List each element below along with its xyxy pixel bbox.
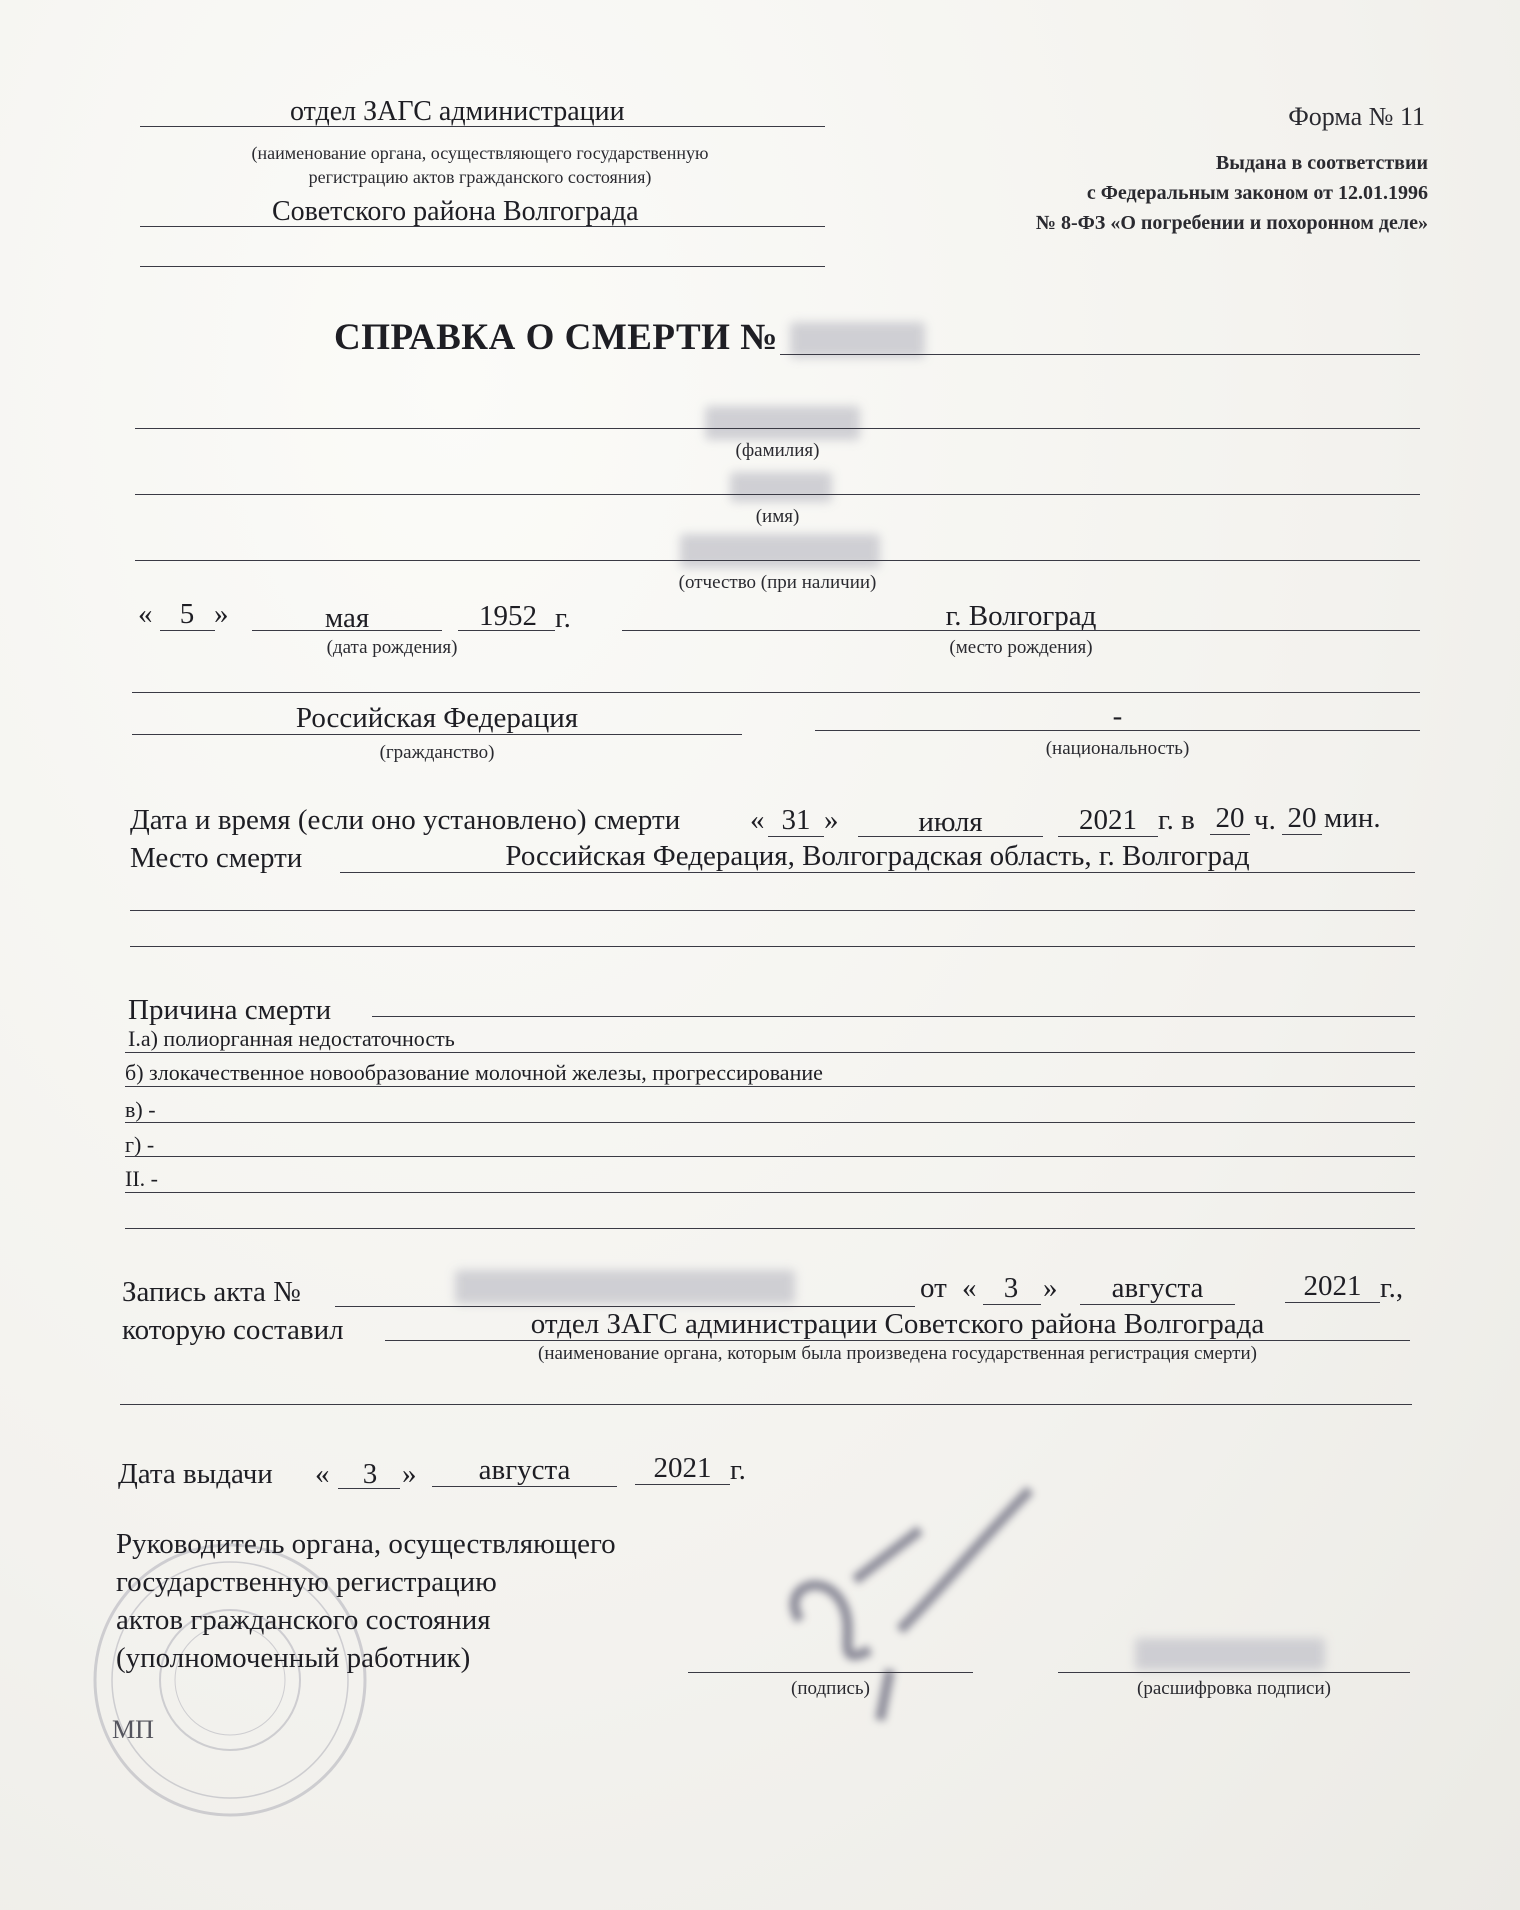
birth-open-quote: « bbox=[138, 598, 153, 630]
birth-place: г. Волгоград bbox=[945, 600, 1097, 632]
death-day: 31 bbox=[781, 804, 811, 836]
signature-caption: (подпись) bbox=[791, 1678, 870, 1699]
rule bbox=[130, 946, 1415, 947]
stamp-place-mp: МП bbox=[112, 1715, 154, 1744]
rule bbox=[1058, 836, 1158, 837]
issue-year: 2021 bbox=[653, 1452, 712, 1484]
birth-day: 5 bbox=[179, 598, 195, 630]
nationality-caption: (национальность) bbox=[1045, 738, 1190, 759]
rule bbox=[125, 1192, 1415, 1193]
rule bbox=[635, 1484, 730, 1485]
patronymic-caption: (отчество (при наличии) bbox=[678, 572, 877, 593]
rule bbox=[135, 494, 1420, 495]
redacted-certificate-number bbox=[790, 322, 925, 358]
rule bbox=[858, 836, 1043, 837]
issued-line3: № 8-ФЗ «О погребении и похоронном деле» bbox=[1035, 212, 1428, 234]
rule bbox=[385, 1340, 1410, 1341]
death-place-label: Место смерти bbox=[130, 842, 303, 874]
rule bbox=[768, 836, 824, 837]
citizenship-caption: (гражданство) bbox=[379, 742, 495, 763]
compiled-by-caption: (наименование органа, которым была произведена государственная регистрация смерти) bbox=[538, 1343, 1257, 1364]
birth-year: 1952 bbox=[479, 600, 537, 632]
cause-label: Причина смерти bbox=[128, 994, 332, 1026]
birth-date-caption: (дата рождения) bbox=[326, 637, 458, 658]
rule bbox=[125, 1156, 1415, 1157]
rule bbox=[130, 910, 1415, 911]
death-month: июля bbox=[918, 806, 983, 838]
death-minute: 20 bbox=[1287, 802, 1317, 834]
document-title: СПРАВКА О СМЕРТИ № bbox=[334, 317, 778, 358]
record-close-quote: » bbox=[1043, 1272, 1058, 1304]
compiled-by-value: отдел ЗАГС администрации Советского района Волгограда bbox=[530, 1308, 1265, 1340]
rule bbox=[125, 1228, 1415, 1229]
rule bbox=[1210, 834, 1250, 835]
rule bbox=[160, 630, 215, 631]
head-line4: (уполномоченный работник) bbox=[116, 1642, 471, 1674]
issue-open-quote: « bbox=[315, 1458, 330, 1490]
organ-name-line1: отдел ЗАГС администрации bbox=[290, 96, 625, 127]
rule bbox=[1285, 1302, 1380, 1303]
rule bbox=[252, 630, 442, 631]
rule bbox=[688, 1672, 973, 1673]
record-day: 3 bbox=[1003, 1272, 1019, 1304]
birth-month: мая bbox=[324, 602, 370, 634]
death-hour-suffix: ч. bbox=[1254, 804, 1276, 836]
rule bbox=[983, 1304, 1041, 1305]
rule bbox=[140, 266, 825, 267]
rule bbox=[120, 1404, 1412, 1405]
rule bbox=[140, 126, 825, 127]
rule bbox=[622, 630, 1420, 631]
rule bbox=[125, 1086, 1415, 1087]
birth-place-caption: (место рождения) bbox=[949, 637, 1093, 658]
rule bbox=[132, 692, 1420, 693]
head-line1: Руководитель органа, осуществляющего bbox=[116, 1528, 616, 1560]
name-caption: (имя) bbox=[755, 506, 800, 527]
head-line3: актов гражданского состояния bbox=[116, 1604, 491, 1636]
cause-ii: II. - bbox=[125, 1166, 158, 1191]
issue-day: 3 bbox=[362, 1458, 378, 1490]
record-open-quote: « bbox=[962, 1272, 977, 1304]
rule bbox=[335, 1306, 915, 1307]
issue-month: августа bbox=[478, 1454, 571, 1486]
death-year: 2021 bbox=[1079, 804, 1137, 836]
birth-close-quote: » bbox=[214, 598, 229, 630]
issue-close-quote: » bbox=[402, 1458, 417, 1490]
rule bbox=[432, 1486, 617, 1487]
redacted-patronymic bbox=[680, 534, 880, 568]
organ-caption-line1: (наименование органа, осуществляющего государственную bbox=[251, 143, 709, 163]
redacted-name bbox=[730, 472, 832, 502]
death-place: Российская Федерация, Волгоградская область, г. Волгоград bbox=[505, 840, 1250, 872]
death-open-quote: « bbox=[750, 804, 765, 836]
issued-line2: с Федеральным законом от 12.01.1996 bbox=[1086, 182, 1428, 204]
rule bbox=[458, 630, 555, 631]
death-minute-suffix: мин. bbox=[1324, 802, 1381, 834]
rule bbox=[1058, 1672, 1410, 1673]
record-from-label: от bbox=[920, 1272, 947, 1304]
rule bbox=[338, 1488, 400, 1489]
record-year-suffix: г., bbox=[1380, 1272, 1404, 1304]
record-label: Запись акта № bbox=[122, 1276, 301, 1308]
redacted-record-number bbox=[455, 1270, 795, 1304]
rule bbox=[140, 226, 825, 227]
head-line2: государственную регистрацию bbox=[116, 1566, 497, 1598]
signature-decode-caption: (расшифровка подписи) bbox=[1137, 1678, 1331, 1699]
death-date-label: Дата и время (если оно установлено) смерти bbox=[130, 804, 681, 836]
record-year: 2021 bbox=[1303, 1270, 1362, 1302]
rule bbox=[125, 1052, 1415, 1053]
rule bbox=[815, 730, 1420, 731]
issued-line1: Выдана в соответствии bbox=[1215, 152, 1428, 174]
rule bbox=[132, 734, 742, 735]
issue-year-suffix: г. bbox=[730, 1454, 746, 1486]
rule bbox=[372, 1016, 1415, 1017]
citizenship-value: Российская Федерация bbox=[295, 702, 579, 734]
rule bbox=[340, 872, 1415, 873]
death-close-quote: » bbox=[824, 804, 839, 836]
redacted-surname bbox=[705, 406, 860, 440]
form-number: Форма № 11 bbox=[1288, 102, 1425, 131]
surname-caption: (фамилия) bbox=[735, 440, 820, 461]
death-year-suffix: г. в bbox=[1158, 804, 1195, 836]
rule bbox=[780, 354, 1420, 355]
redacted-signer-name bbox=[1135, 1638, 1325, 1670]
cause-a: I.а) полиорганная недостаточность bbox=[128, 1026, 455, 1051]
organ-caption-line2: регистрацию актов гражданского состояния) bbox=[308, 167, 652, 187]
compiled-by-label: которую составил bbox=[122, 1314, 344, 1346]
birth-year-suffix: г. bbox=[555, 602, 571, 634]
cause-b: б) злокачественное новообразование молочной железы, прогрессирование bbox=[125, 1060, 823, 1085]
rule bbox=[125, 1122, 1415, 1123]
record-month: августа bbox=[1111, 1272, 1204, 1304]
organ-name-line2: Советского района Волгограда bbox=[272, 196, 639, 227]
rule bbox=[135, 560, 1420, 561]
death-hour: 20 bbox=[1215, 802, 1245, 834]
rule bbox=[1282, 834, 1322, 835]
nationality-value: - bbox=[1112, 700, 1123, 732]
cause-c: в) - bbox=[125, 1097, 156, 1122]
issue-date-label: Дата выдачи bbox=[118, 1458, 273, 1490]
cause-d: г) - bbox=[125, 1132, 155, 1157]
rule bbox=[1080, 1304, 1235, 1305]
rule bbox=[135, 428, 1420, 429]
